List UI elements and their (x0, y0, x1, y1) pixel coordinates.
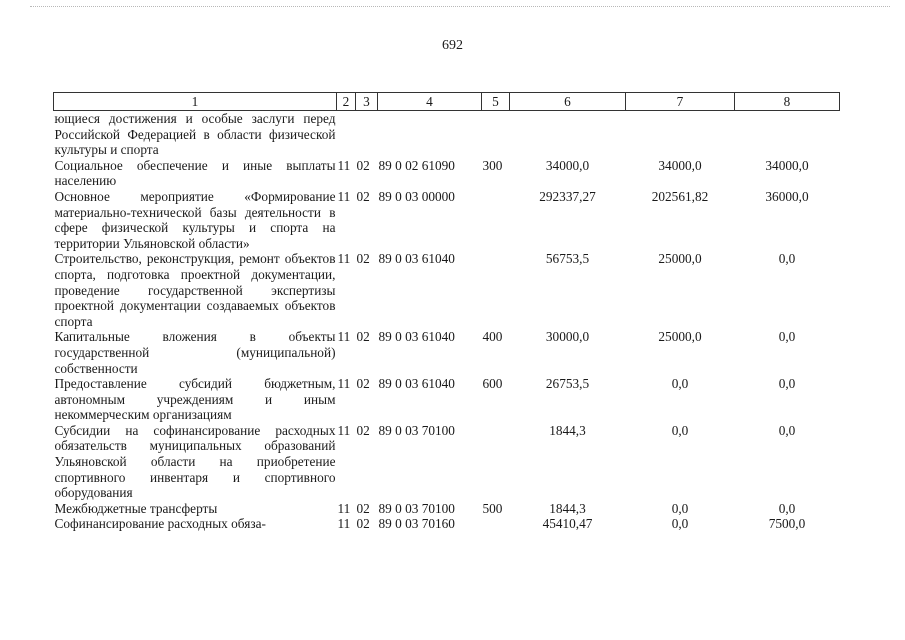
column-header: 2 (337, 93, 356, 111)
section-code: 11 (337, 157, 351, 173)
amount-col6: 30000,0 (545, 329, 590, 345)
amount-col7: 0,0 (671, 516, 689, 532)
table-row (54, 189, 840, 251)
amount-col8: 0,0 (778, 376, 796, 392)
section-code: 11 (337, 516, 351, 532)
subsection-code: 02 (356, 516, 370, 532)
table-row (54, 158, 840, 189)
section-code (337, 111, 356, 158)
column-header: 3 (356, 93, 378, 111)
table-row (54, 251, 840, 329)
table-row (54, 111, 840, 158)
amount-col8: 0,0 (778, 422, 796, 438)
subsection-code: 02 (356, 157, 370, 173)
subsection-code: 02 (356, 251, 370, 267)
column-header: 8 (735, 93, 840, 111)
expense-type-code: 400 (482, 329, 503, 345)
subsection-code: 02 (356, 329, 370, 345)
amount-col6: 292337,27 (539, 188, 596, 204)
amount-col7 (626, 111, 735, 158)
target-article-code: 89 0 03 61040 (378, 376, 455, 392)
expense-type-code: 500 (482, 500, 503, 516)
target-article-code: 89 0 03 70160 (378, 516, 455, 532)
target-article-code: 89 0 03 70100 (378, 500, 455, 516)
amount-col6: 1844,3 (549, 500, 586, 516)
row-name: Межбюджетные трансферты (54, 500, 218, 516)
target-article-code: 89 0 02 61090 (378, 157, 455, 173)
row-name: Капитальные вложения в объекты государственной (муниципальной) собственности (54, 329, 336, 376)
section-code: 11 (337, 500, 351, 516)
expense-type-code: 600 (482, 376, 503, 392)
amount-col7: 25000,0 (658, 329, 702, 345)
target-article-code: 89 0 03 00000 (378, 188, 455, 204)
row-name: Софинансирование расходных обяза- (54, 516, 266, 532)
amount-col7: 0,0 (671, 376, 689, 392)
row-name: ющиеся достижения и особые заслуги перед Российской Федерацией в области физической культуры и спорта (54, 111, 336, 158)
section-code: 11 (337, 376, 351, 392)
table-row (54, 501, 840, 517)
target-article-code: 89 0 03 70100 (378, 422, 455, 438)
section-code: 11 (337, 188, 351, 204)
row-name: Социальное обеспечение и иные выплаты населению (54, 157, 336, 189)
amount-col7: 34000,0 (658, 157, 702, 173)
row-name: Основное мероприятие «Формирование материально-технической базы деятельности в сфере физической культуры и спорта на территории Ульяновской области» (54, 188, 336, 251)
header-row (54, 93, 840, 111)
subsection-code: 02 (356, 188, 370, 204)
target-article-code: 89 0 03 61040 (378, 329, 455, 345)
budget-table (53, 92, 840, 532)
expense-type-code (482, 516, 510, 532)
target-article-code (378, 111, 482, 158)
section-code: 11 (337, 422, 351, 438)
table-row (54, 329, 840, 376)
subsection-code: 02 (356, 376, 370, 392)
target-article-code: 89 0 03 61040 (378, 251, 455, 267)
row-name: Субсидии на софинансирование расходных обязательств муниципальных образований Ульяновской области на приобретение спортивного инвентаря и спортивного оборудования (54, 422, 336, 501)
amount-col8: 0,0 (778, 329, 796, 345)
amount-col6: 45410,47 (542, 516, 593, 532)
section-code: 11 (337, 329, 351, 345)
amount-col6: 34000,0 (545, 157, 590, 173)
column-header: 6 (510, 93, 626, 111)
amount-col6: 26753,5 (545, 376, 590, 392)
expense-type-code (482, 251, 510, 329)
column-header: 4 (378, 93, 482, 111)
page-number: 692 (442, 38, 463, 53)
expense-type-code: 300 (482, 157, 503, 173)
subsection-code (356, 111, 378, 158)
amount-col7: 0,0 (671, 500, 689, 516)
amount-col7: 202561,82 (651, 188, 709, 204)
expense-type-code (482, 111, 510, 158)
table-row (54, 423, 840, 501)
column-header: 7 (626, 93, 735, 111)
subsection-code: 02 (356, 422, 370, 438)
row-name: Предоставление субсидий бюджетным, автономным учреждениям и иным некоммерческим организациям (54, 376, 336, 423)
amount-col8: 36000,0 (765, 188, 809, 204)
amount-col6 (510, 111, 626, 158)
expense-type-code (482, 423, 510, 501)
column-header: 5 (482, 93, 510, 111)
amount-col7: 25000,0 (658, 251, 702, 267)
amount-col6: 1844,3 (549, 422, 586, 438)
scan-top-edge (30, 6, 890, 7)
table-row (54, 376, 840, 423)
table-row (54, 516, 840, 532)
amount-col8: 34000,0 (765, 157, 809, 173)
expense-type-code (482, 189, 510, 251)
amount-col8: 0,0 (778, 500, 796, 516)
amount-col8 (735, 111, 840, 158)
amount-col6: 56753,5 (545, 251, 590, 267)
subsection-code: 02 (356, 500, 370, 516)
amount-col8: 0,0 (778, 251, 796, 267)
amount-col8: 7500,0 (768, 516, 806, 532)
row-name: Строительство, реконструкция, ремонт объектов спорта, подготовка проектной документации, проведение государственной экспертизы проектной документации создаваемых объектов спорта (54, 251, 336, 329)
amount-col7: 0,0 (671, 422, 689, 438)
section-code: 11 (337, 251, 351, 267)
column-header: 1 (54, 93, 337, 111)
